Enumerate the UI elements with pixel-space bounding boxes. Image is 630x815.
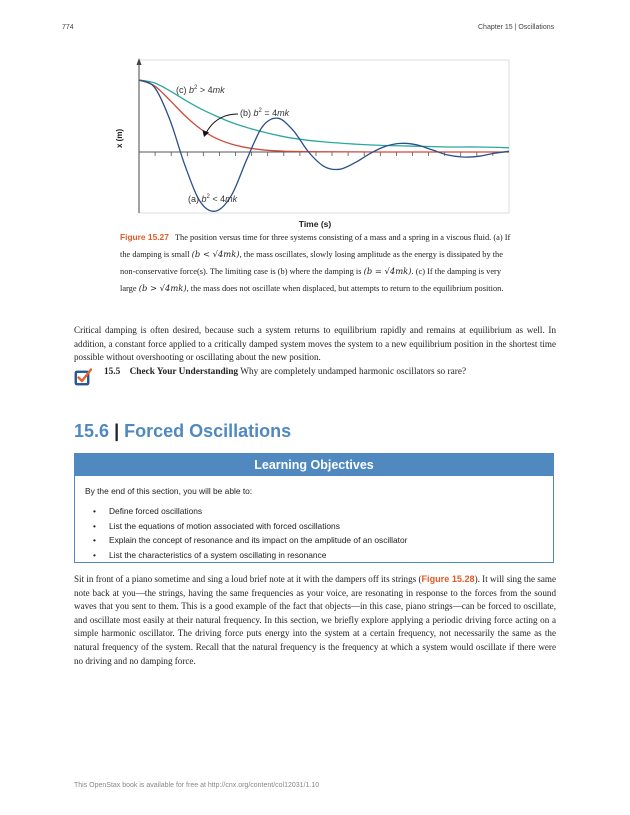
y-axis-label: x (m): [115, 128, 124, 148]
objective-item: • Explain the concept of resonance and its impact on the amplitude of an oscillator: [93, 533, 407, 548]
cyu-title: Check Your Understanding: [129, 367, 239, 377]
page-number: 774: [62, 24, 74, 31]
paragraph-critical-damping: Critical damping is often desired, because such a system returns to equilibrium rapidly and remains at equilibrium as well. In addition, a constant force applied to a critically damped system moves the system to a new equilibrium position in the shortest time possible without overshooting or oscillating about the new position.: [74, 325, 556, 363]
paragraph-forced-oscillations: Sit in front of a piano sometime and sing a loud brief note at it with the dampers off its strings (Figure 15.28). It will sing the same note back at you—the strings, having the same frequencies as your voice, are resonating in response to the forces from the sound waves that you sent to them. This is a good example of the fact that objects—in this case, piano strings—can be forced to oscillate, and oscillate most easily at their natural frequency. In this section, we briefly explore applying a periodic driving force acting on a simple harmonic oscillator. The driving force puts energy into the system at a certain frequency, not necessarily the same as the natural frequency of the system. Recall that the natural frequency is the frequency at which a system would oscillate if there were no driving and no damping force.: [74, 574, 556, 666]
objective-item: • List the characteristics of a system oscillating in resonance: [93, 548, 407, 563]
learning-objectives-box: [74, 453, 554, 563]
learning-objectives-list: [93, 504, 407, 562]
section-separator: |: [114, 421, 120, 441]
math-inequality-large: (b > √4mk): [138, 283, 187, 293]
section-title: Forced Oscillations: [124, 421, 292, 441]
math-inequality-small: (b < √4mk): [191, 249, 240, 259]
section-heading: [74, 421, 291, 442]
chapter-header: Chapter 15 | Oscillations: [478, 24, 555, 31]
underdamped-curve: [139, 80, 509, 211]
footer-attribution: This OpenStax book is available for free at http://cnx.org/content/col12031/1.10: [74, 782, 320, 789]
damping-plot: [110, 56, 520, 234]
math-equality-critical: (b = √4mk): [363, 266, 412, 276]
label-a-underdamped: (a) $b^2 < 4mk$: [188, 194, 238, 204]
y-axis-arrow-icon: [137, 58, 142, 65]
figure-number: Figure 15.27: [120, 232, 169, 242]
section-number: 15.6: [74, 421, 110, 441]
figure-15-27: [110, 56, 520, 234]
figure-15-28-link[interactable]: Figure 15.28: [421, 574, 475, 584]
cyu-number: 15.5: [104, 367, 121, 377]
label-c-overdamped: (c) $b^2 > 4mk$: [176, 85, 225, 95]
checkbox-check-icon: [74, 368, 92, 386]
check-your-understanding: [74, 364, 556, 386]
objective-item: • List the equations of motion associated with forced oscillations: [93, 519, 407, 534]
x-axis-label: Time (s): [298, 219, 332, 229]
figure-caption: Figure 15.27 The position versus time for three systems consisting of a mass and a spring in a viscous fluid. (a) If the damping is small (b < √4mk), the mass oscillates, slowly losing amplitude as the energy is dissipated by the non-conservative force(s). The limiting case is (b) where the damping is (b = √4mk). (c) If the damping is very large (b > √4mk), the mass does not oscillate when displaced, but attempts to return to the equilibrium position.: [120, 232, 511, 293]
objective-item: • Define forced oscillations: [93, 504, 407, 519]
learning-objectives-heading: Learning Objectives: [75, 454, 553, 476]
learning-objectives-intro: By the end of this section, you will be able to:: [85, 486, 253, 496]
cyu-question: Why are completely undamped harmonic oscillators so rare?: [240, 367, 467, 377]
label-b-critically-damped: (b) $b^2 = 4mk$: [240, 108, 290, 118]
